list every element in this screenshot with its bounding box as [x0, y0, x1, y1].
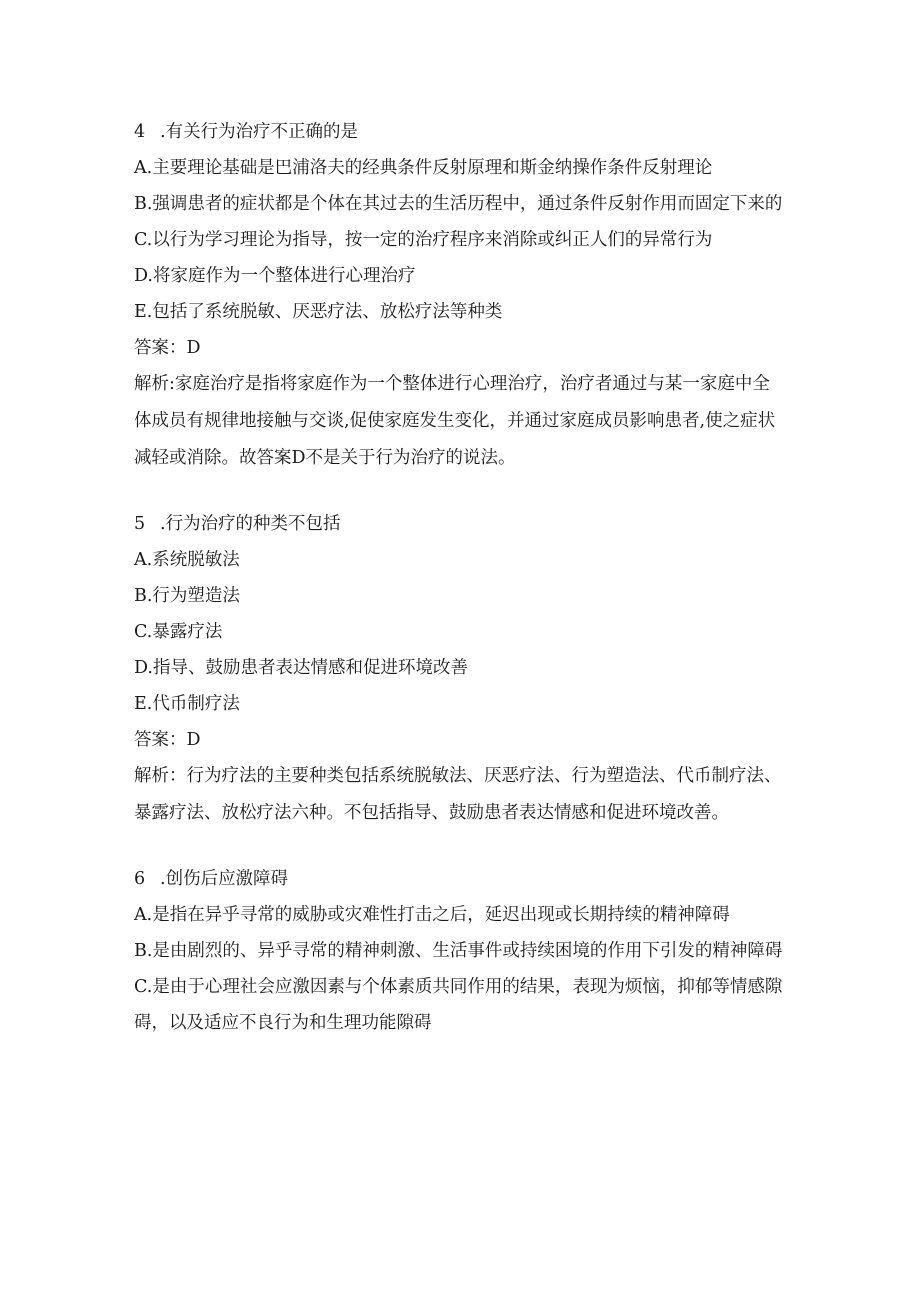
- option-e: E.代币制疗法: [134, 694, 240, 714]
- option-b: B.强调患者的症状都是个体在其过去的生活历程中，通过条件反射作用而固定下来的: [134, 194, 783, 214]
- analysis: 解析:家庭治疗是指将家庭作为一个整体进行心理治疗，治疗者通过与某一家庭中全体成员有规律地接触与交谈,促使家庭发生变化，并通过家庭成员影响患者,使之症状减轻或消除。故答案D不是关于行为治疗的说法。: [134, 374, 776, 468]
- option-a: A.是指在异乎寻常的威胁或灾难性打击之后，延迟出现或长期持续的精神障碍: [134, 905, 730, 925]
- answer: 答案：D: [134, 730, 201, 750]
- question-4: [134, 114, 784, 477]
- option-c: C.以行为学习理论为指导，按一定的治疗程序来消除或纠正人们的异常行为: [134, 230, 713, 250]
- option-d: D.将家庭作为一个整体进行心理治疗: [134, 266, 416, 286]
- option-e: E.包括了系统脱敏、厌恶疗法、放松疗法等种类: [134, 302, 503, 322]
- question-number: 6: [134, 869, 146, 889]
- question-stem: [134, 506, 784, 542]
- document-page: [134, 114, 784, 1070]
- answer: 答案：D: [134, 338, 201, 358]
- question-number: 4: [134, 122, 146, 142]
- option-b: B.行为塑造法: [134, 586, 240, 606]
- option-a: A.主要理论基础是巴浦洛夫的经典条件反射原理和斯金纳操作条件反射理论: [134, 158, 713, 178]
- option-a: A.系统脱敏法: [134, 550, 240, 570]
- option-d: D.指导、鼓励患者表达情感和促进环境改善: [134, 658, 468, 678]
- option-b: B.是由剧烈的、异乎寻常的精神刺激、生活事件或持续困境的作用下引发的精神障碍: [134, 941, 783, 961]
- question-6: [134, 861, 784, 1041]
- question-5: [134, 506, 784, 832]
- question-text: .创伤后应激障碍: [160, 869, 289, 889]
- question-text: .有关行为治疗不正确的是: [160, 122, 359, 142]
- question-stem: [134, 114, 784, 150]
- analysis: 解析：行为疗法的主要种类包括系统脱敏法、厌恶疗法、行为塑造法、代币制疗法、暴露疗法、放松疗法六种。不包括指导、鼓励患者表达情感和促进环境改善。: [134, 766, 782, 823]
- option-c: C.暴露疗法: [134, 622, 223, 642]
- question-stem: [134, 861, 784, 897]
- option-c: C.是由于心理社会应激因素与个体素质共同作用的结果，表现为烦恼，抑郁等情感隙碍，以及适应不良行为和生理功能隙碍: [134, 977, 783, 1033]
- question-number: 5: [134, 514, 146, 534]
- question-text: .行为治疗的种类不包括: [160, 514, 341, 534]
